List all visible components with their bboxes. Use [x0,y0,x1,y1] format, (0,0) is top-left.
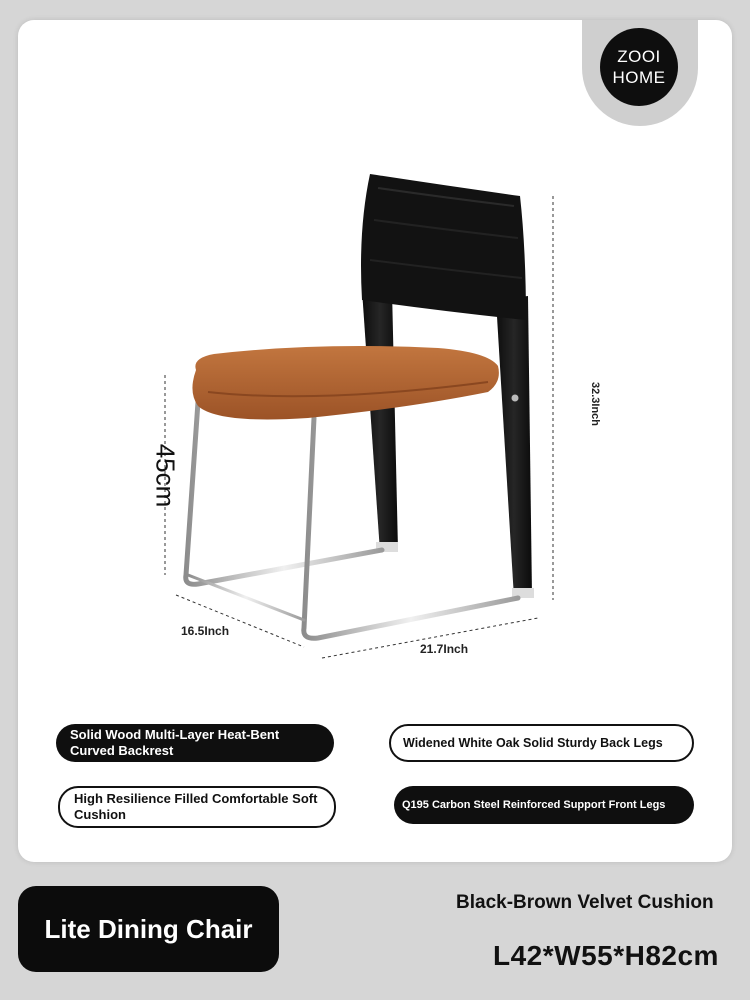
back-leg-right [496,296,532,598]
brand-logo-line2: HOME [612,68,666,87]
seat-cushion [192,346,498,420]
feature-backrest-text: Solid Wood Multi-Layer Heat-Bent Curved Backrest [70,727,280,758]
feature-front-legs-text: Q195 Carbon Steel Reinforced Support Front Legs [402,799,666,811]
screw [512,395,519,402]
product-name: Lite Dining Chair [44,913,253,944]
product-name-badge [18,886,279,972]
product-material: Black-Brown Velvet Cushion [456,892,714,913]
back-height-label: 32.3Inch [589,381,601,427]
feature-cushion-text: High Resilience Filled Comfortable Soft Cushion [74,791,318,822]
feature-back-legs-text: Widened White Oak Solid Sturdy Back Legs [403,736,663,750]
feature-backrest [56,724,334,762]
backrest [361,174,526,320]
back-leg-left [362,290,398,552]
product-image-card [18,20,732,862]
feature-front-legs [394,786,694,824]
depth-label: 16.5Inch [181,624,230,638]
seat-height-label: 45cm [150,443,181,508]
product-size: L42*W55*H82cm [493,940,719,971]
brand-logo-line1: ZOOI [617,47,661,66]
feature-cushion [58,786,336,828]
feature-back-legs [389,724,694,762]
width-label: 21.7Inch [420,642,469,656]
steel-frame [186,402,518,638]
